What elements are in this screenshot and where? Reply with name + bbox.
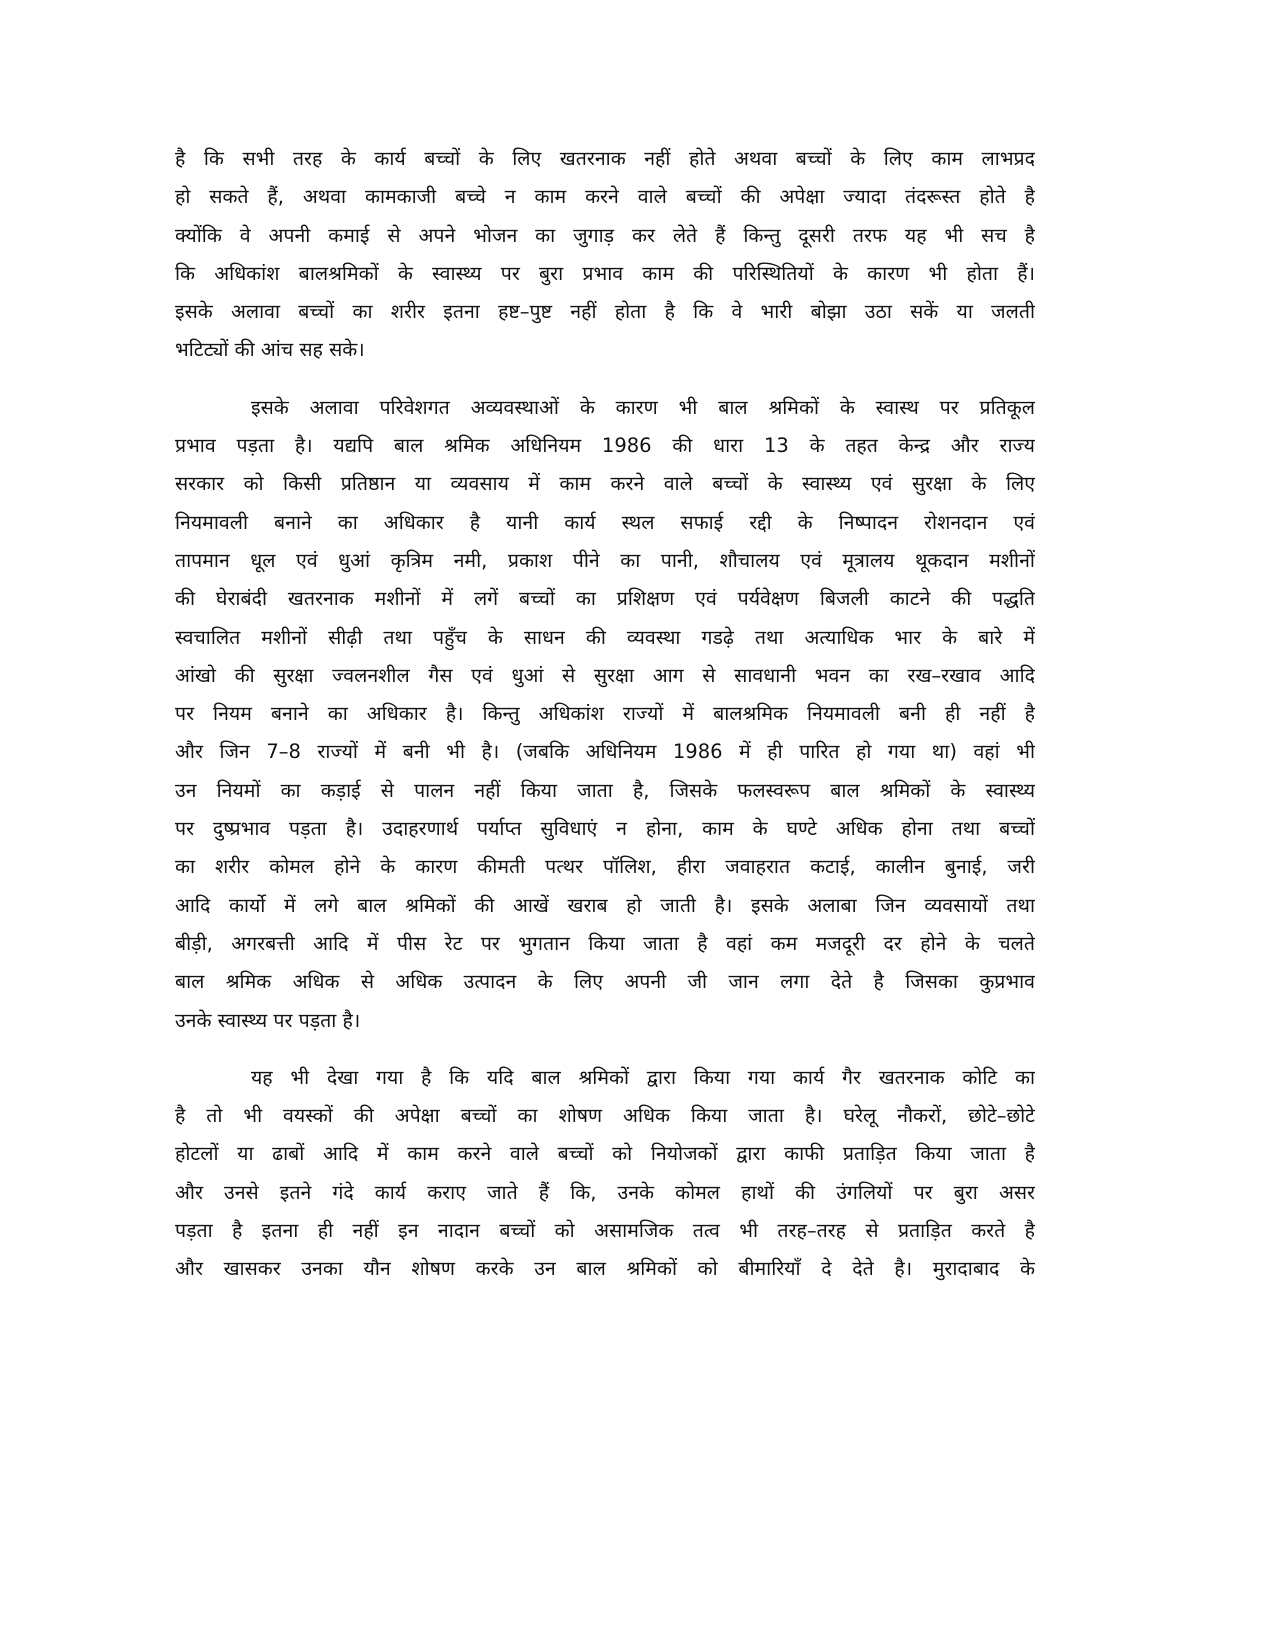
text-line: और खासकर उनका यौन शोषण करके उन बाल श्रमिकों को बीमारियाँ दे देते है। मुरादाबाद के xyxy=(175,1257,1035,1281)
text-line: हो सकते हैं, अथवा कामकाजी बच्चे न काम करने वाले बच्चों की अपेक्षा ज्यादा तंदरूस्त होते है xyxy=(175,185,1035,209)
paragraph-gap xyxy=(175,1040,1035,1059)
text-line: बीड़ी, अगरबत्ती आदि में पीस रेट पर भुगतान किया जाता है वहां कम मजदूरी दर होने के चलते xyxy=(175,931,1035,955)
text-line: कि अधिकांश बालश्रमिकों के स्वास्थ्य पर बुरा प्रभाव काम की परिस्थितियों के कारण भी होता हैं। xyxy=(175,261,1035,285)
text-line: तापमान धूल एवं धुआं कृत्रिम नमी, प्रकाश पीने का पानी, शौचालय एवं मूत्रालय थूकदान मशीनों xyxy=(175,548,1035,572)
paragraph-1 xyxy=(175,140,1035,370)
text-line: नियमावली बनाने का अधिकार है यानी कार्य स्थल सफाई रद्दी के निष्पादन रोशनदान एवं xyxy=(175,510,1035,534)
text-line: की घेराबंदी खतरनाक मशीनों में लगें बच्चों का प्रशिक्षण एवं पर्यवेक्षण बिजली काटने की पद्धति xyxy=(175,587,1035,611)
text-line: यह भी देखा गया है कि यदि बाल श्रमिकों द्वारा किया गया कार्य गैर खतरनाक कोटि का xyxy=(251,1065,1035,1089)
text-line: इसके अलावा बच्चों का शरीर इतना हष्ट–पुष्ट नहीं होता है कि वे भारी बोझा उठा सकें या जलती xyxy=(175,300,1035,324)
text-line: होटलों या ढाबों आदि में काम करने वाले बच्चों को नियोजकों द्वारा काफी प्रताड़ित किया जाता है xyxy=(175,1142,1035,1166)
text-line: उनके स्वास्थ्य पर पड़ता है। xyxy=(175,1008,361,1032)
text-line: और जिन 7–8 राज्यों में बनी भी है। (जबकि अधिनियम 1986 में ही पारित हो गया था) वहां भी xyxy=(175,740,1035,764)
paragraph-gap xyxy=(175,370,1035,389)
text-line: आदि कार्यो में लगे बाल श्रमिकों की आखें खराब हो जाती है। इसके अलाबा जिन व्यवसायों तथा xyxy=(175,893,1035,917)
text-line: क्योंकि वे अपनी कमाई से अपने भोजन का जुगाड़ कर लेते हैं किन्तु दूसरी तरफ यह भी सच है xyxy=(175,223,1035,247)
text-line: पर नियम बनाने का अधिकार है। किन्तु अधिकांश राज्यों में बालश्रमिक नियमावली बनी ही नहीं है xyxy=(175,702,1035,726)
text-line: उन नियमों का कड़ाई से पालन नहीं किया जाता है, जिसके फलस्वरूप बाल श्रमिकों के स्वास्थ्य xyxy=(175,778,1035,802)
document-page xyxy=(175,140,1035,1289)
text-line: है कि सभी तरह के कार्य बच्चों के लिए खतरनाक नहीं होते अथवा बच्चों के लिए काम लाभप्रद xyxy=(175,147,1035,170)
text-line: और उनसे इतने गंदे कार्य कराए जाते हैं कि, उनके कोमल हाथों की उंगलियों पर बुरा असर xyxy=(175,1180,1035,1204)
text-line: पड़ता है इतना ही नहीं इन नादान बच्चों को असामजिक तत्व भी तरह–तरह से प्रताड़ित करते है xyxy=(175,1219,1035,1243)
text-line: पर दुष्प्रभाव पड़ता है। उदाहरणार्थ पर्याप्त सुविधाएं न होना, काम के घण्टे अधिक होना तथा बच्चों xyxy=(175,817,1035,841)
text-line: का शरीर कोमल होने के कारण कीमती पत्थर पॉलिश, हीरा जवाहरात कटाई, कालीन बुनाई, जरी xyxy=(175,855,1035,879)
text-line: स्वचालित मशीनों सीढ़ी तथा पहुँच के साधन की व्यवस्था गडढ़े तथा अत्याधिक भार के बारे में xyxy=(175,625,1035,649)
text-line: है तो भी वयस्कों की अपेक्षा बच्चों का शोषण अधिक किया जाता है। घरेलू नौकरों, छोटे–छोटे xyxy=(175,1104,1035,1128)
text-line: इसके अलावा परिवेशगत अव्यवस्थाओं के कारण भी बाल श्रमिकों के स्वास्थ पर प्रतिकूल xyxy=(251,395,1035,419)
text-line: बाल श्रमिक अधिक से अधिक उत्पादन के लिए अपनी जी जान लगा देते है जिसका कुप्रभाव xyxy=(175,970,1035,994)
text-line: प्रभाव पड़ता है। यद्यपि बाल श्रमिक अधिनियम 1986 की धारा 13 के तहत केन्द्र और राज्य xyxy=(175,434,1035,458)
text-line: भटिट्यों की आंच सह सके। xyxy=(175,338,365,362)
text-line: सरकार को किसी प्रतिष्ठान या व्यवसाय में काम करने वाले बच्चों के स्वास्थ्य एवं सुरक्षा के लिए xyxy=(175,472,1035,496)
paragraph-3 xyxy=(175,1059,1035,1289)
text-line: आंखो की सुरक्षा ज्वलनशील गैस एवं धुआं से सुरक्षा आग से सावधानी भवन का रख–रखाव आदि xyxy=(175,663,1035,687)
paragraph-2 xyxy=(175,389,1035,1040)
